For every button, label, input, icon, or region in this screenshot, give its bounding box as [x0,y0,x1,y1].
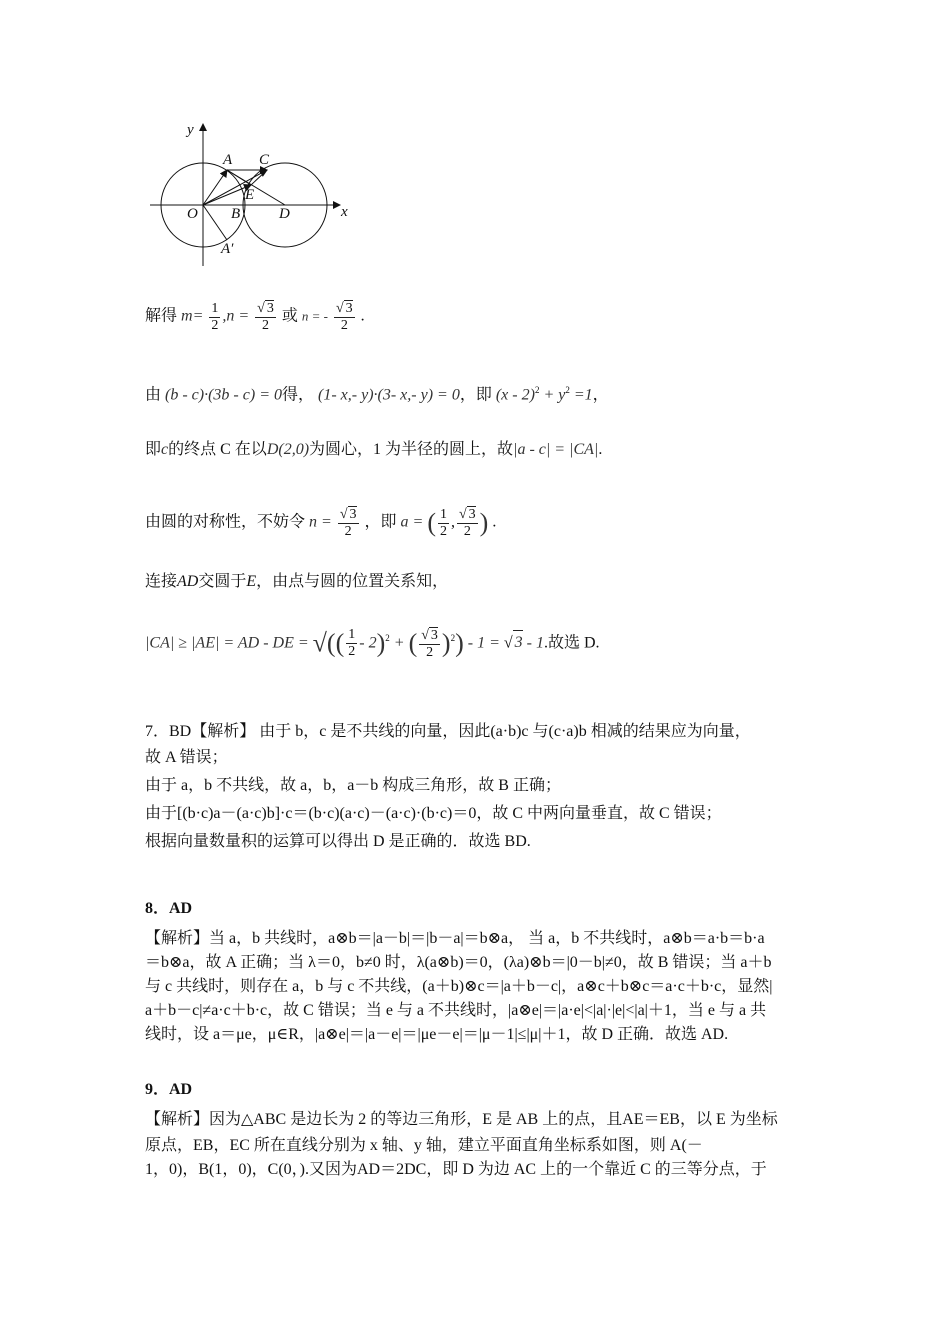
q7-line-4: 由于[(b·c)a－(a·c)b]·c＝(b·c)(a·c)－(a·c)·(b·c)＝0，故 C 中两向量垂直，故 C 错误； [145,805,722,822]
q9-line-3: 1，0)，B(1，0)，C(0，).又因为AD＝2DC，即 D 为边 AC 上的一个靠近 C 的三等分点，于 [145,1161,767,1178]
q9-line-1: 【解析】因为△ABC 是边长为 2 的等边三角形，E 是 AB 上的点，且AE＝EB，以 E 为坐标 [145,1111,778,1128]
q8-line-5: 线时，设 a＝μe，μ∈R，|a⊗e|＝|a－e|＝|μe－e|＝|μ－1|≤|μ|＋1，故 D 正确．故选 AD. [145,1026,729,1043]
symmetry-line: 由圆的对称性，不妨令 n = $\frac{√ 3}{2}$ ，即 a = ( $\frac{1}{2}$ , $\frac{√ 3}{2}$ ) . [145,506,497,539]
label-a: A [223,152,233,168]
label-x: x [341,204,348,220]
circle-line: 即c的终点 C 在以D(2,0)为圆心，1 为半径的圆上，故|a - c| = |CA|. [145,441,603,458]
connect-line: 连接AD交圆于E，由点与圆的位置关系知， [145,573,449,590]
circle-figure [145,118,365,273]
label-o: O [187,206,198,222]
dot-product-line: 由 (b - c)·(3b - c) = 0得， (1- x,- y)·(3- x,- y) = 0，即 $(x - 2)^2 + y^2 =1$， [145,385,609,404]
solve-line: 解得 m= $\frac{1}{2}$ ,n = $\frac{√ 3}{2}$ 或 n = - $\frac{√ 3}{2}$ . [145,300,365,333]
q8-line-4: a＋b－c|≠a·c＋b·c，故 C 错误；当 e 与 a 不共线时，|a⊗e|＝|a·e|<|a|·|e|<|a|＋1，当 e 与 a 共 [145,1002,767,1019]
label-c: C [259,152,270,168]
q8-line-1: 【解析】当 a，b 共线时，a⊗b＝|a－b|＝|b－a|＝b⊗a， 当 a，b 不共线时，a⊗b＝a·b＝b·a [145,930,765,947]
q9-line-2: 原点，EB，EC 所在直线分别为 x 轴、y 轴，建立平面直角坐标系如图，则 A(－ [145,1137,703,1154]
label-y: y [187,122,194,138]
q8-line-3: 与 c 共线时，则存在 a，b 与 c 不共线，(a＋b)⊗c＝|a＋b－c|，a⊗c＋b⊗c＝a·c＋b·c，显然| [145,978,773,995]
vector-oa-prime [203,205,227,240]
label-a-prime: A′ [221,241,234,257]
q7-line-2: 故 A 错误； [145,749,228,766]
q9-heading: 9．AD [145,1081,193,1098]
conclusion-line: |CA| ≥ |AE| = AD - DE = √(( $\frac{1}{2}$ - 2)$^2$ + ( $\frac{√ 3}{2}$ )$^2$) - 1 = √ 3 - 1.故选 D. [145,627,600,660]
q8-line-2: ＝b⊗a，故 A 正确；当 λ＝0，b≠0 时，λ(a⊗b)＝0，(λa)⊗b＝|0－b|≠0，故 B 错误；当 a＋b [145,954,772,971]
q7-line-3: 由于 a，b 不共线，故 a，b，a－b 构成三角形，故 B 正确； [145,777,561,794]
q8-heading: 8．AD [145,900,193,917]
q7-line-1: 7．BD【解析】 由于 b，c 是不共线的向量，因此(a·b)c 与(c·a)b 相减的结果应为向量， [145,723,751,740]
label-b: B [231,206,241,222]
label-e: E [245,187,255,203]
label-d: D [279,206,290,222]
q7-line-5: 根据向量数量积的运算可以得出 D 是正确的．故选 BD. [145,833,531,850]
